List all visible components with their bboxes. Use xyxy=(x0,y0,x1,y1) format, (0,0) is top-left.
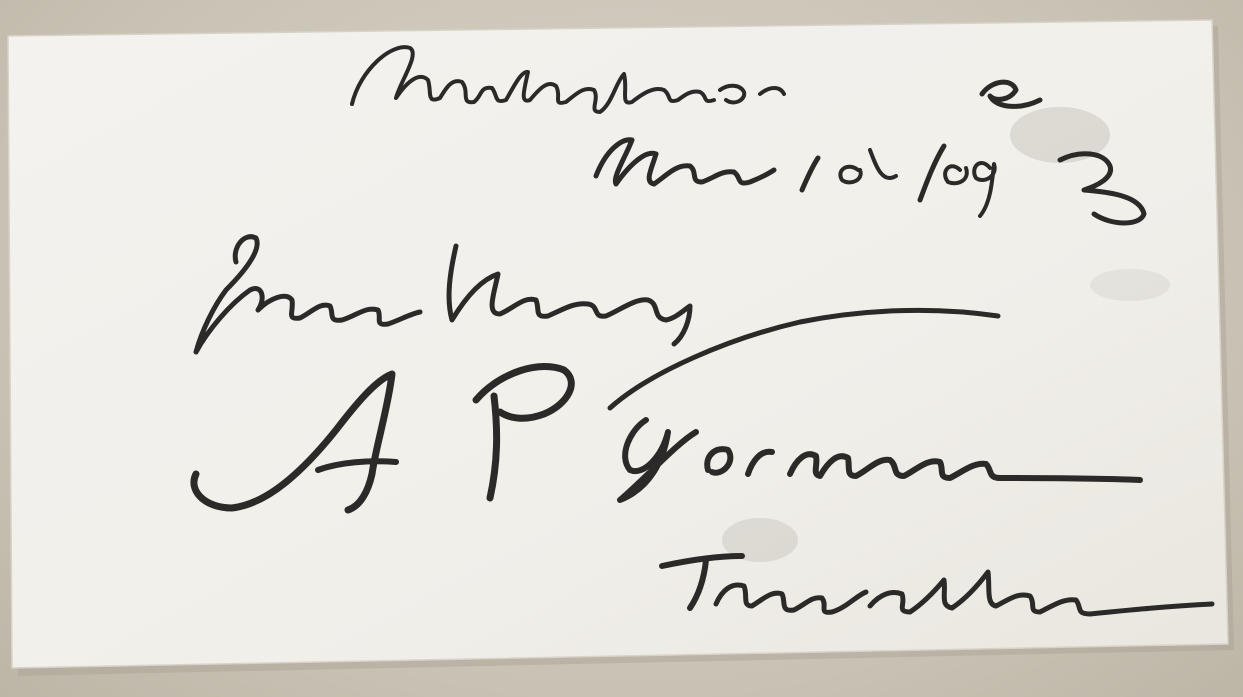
smudge-mark xyxy=(1090,269,1170,301)
